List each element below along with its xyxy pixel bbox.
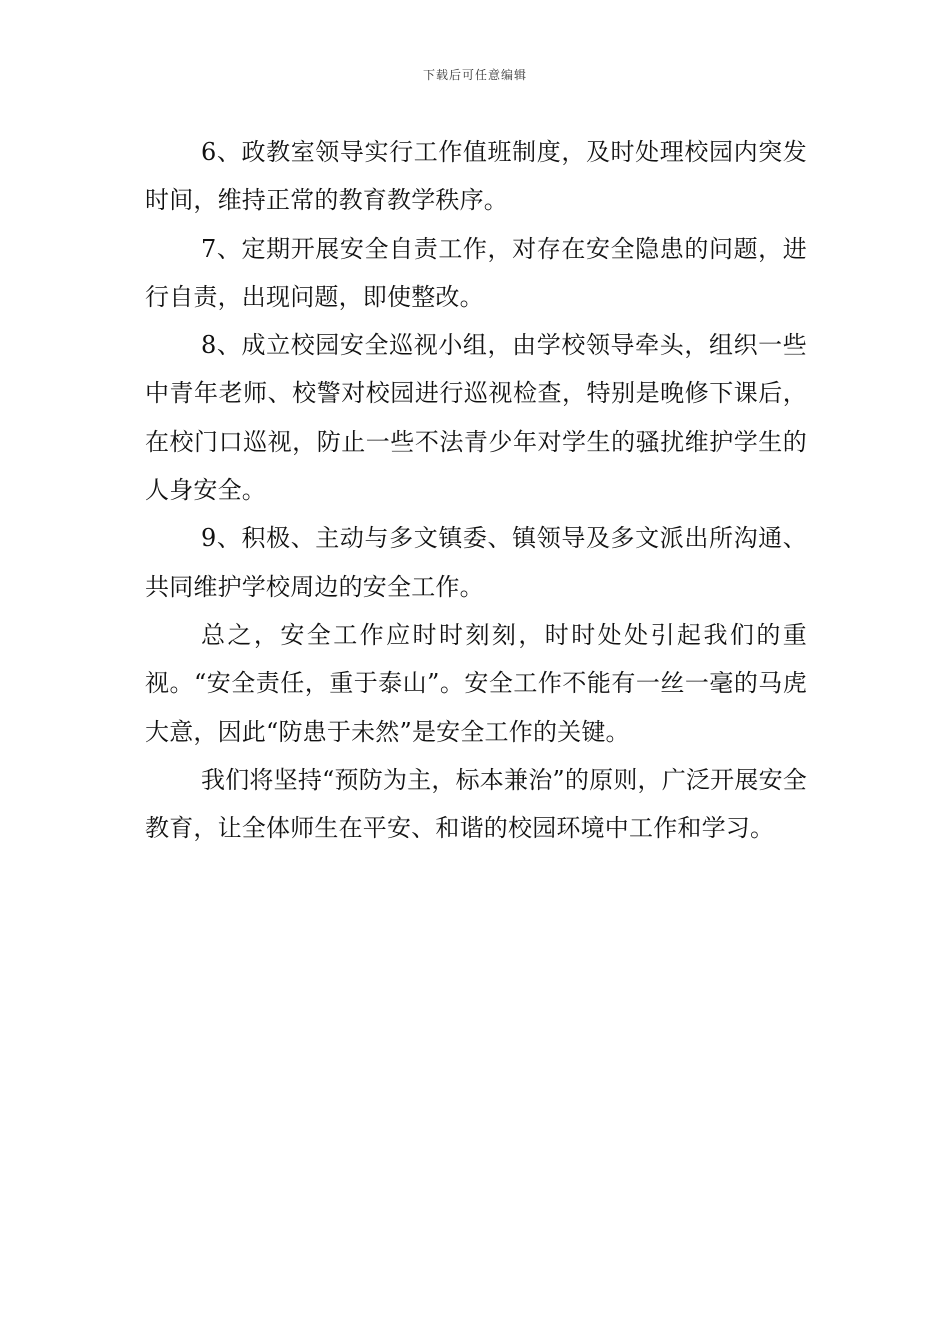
- document-body: [145, 128, 807, 852]
- paragraph-item-6: 6、政教室领导实行工作值班制度，及时处理校园内突发时间，维持正常的教育教学秩序。: [145, 138, 807, 215]
- paragraph-item-7: 7、定期开展安全自责工作，对存在安全隐患的问题，进行自责，出现问题，即使整改。: [145, 234, 807, 311]
- paragraph-item-9: 9、积极、主动与多文镇委、镇领导及多文派出所沟通、共同维护学校周边的安全工作。: [145, 524, 807, 601]
- paragraph-item-8: 8、成立校园安全巡视小组，由学校领导牵头，组织一些中青年老师、校警对校园进行巡视检查，特别是晚修下课后，在校门口巡视，防止一些不法青少年对学生的骚扰维护学生的人身安全。: [145, 331, 807, 505]
- paragraph-summary: 总之，安全工作应时时刻刻，时时处处引起我们的重视。“安全责任，重于泰山”。安全工作不能有一丝一毫的马虎大意，因此“防患于未然”是安全工作的关键。: [145, 620, 807, 746]
- paragraph-closing: 我们将坚持“预防为主，标本兼治”的原则，广泛开展安全教育，让全体师生在平安、和谐的校园环境中工作和学习。: [145, 765, 807, 843]
- header-note: 下载后可任意编辑: [422, 68, 527, 82]
